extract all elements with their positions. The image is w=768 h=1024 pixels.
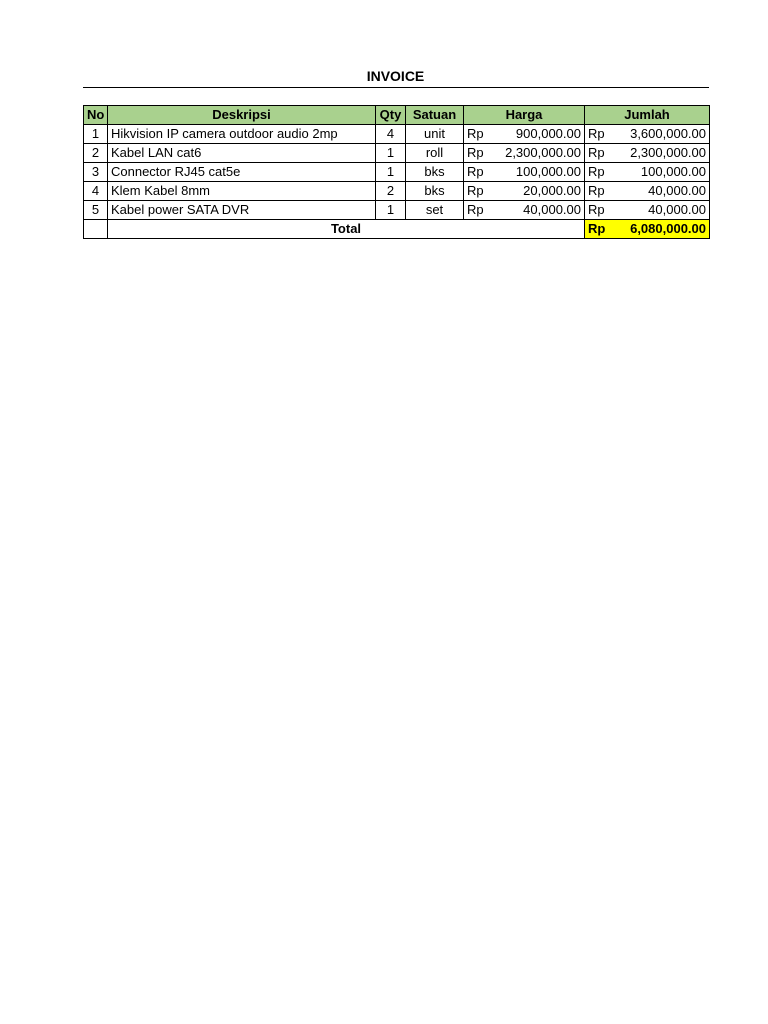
- price-currency: Rp: [467, 164, 484, 179]
- price-currency: Rp: [467, 145, 484, 160]
- header-unit: Satuan: [406, 106, 464, 125]
- table-row: [84, 163, 710, 182]
- amount-currency: Rp: [588, 183, 605, 198]
- price-value: 40,000.00: [523, 202, 581, 217]
- row-unit: bks: [406, 182, 464, 201]
- header-description: Deskripsi: [108, 106, 376, 125]
- row-unit: roll: [406, 144, 464, 163]
- row-unit: set: [406, 201, 464, 220]
- row-no: 4: [84, 182, 108, 201]
- table-row: [84, 201, 710, 220]
- total-label: Total: [108, 220, 585, 239]
- price-currency: Rp: [467, 126, 484, 141]
- row-amount: [585, 144, 710, 163]
- row-qty: 2: [376, 182, 406, 201]
- amount-currency: Rp: [588, 202, 605, 217]
- price-currency: Rp: [467, 202, 484, 217]
- row-description: Kabel LAN cat6: [108, 144, 376, 163]
- row-no: 2: [84, 144, 108, 163]
- row-qty: 4: [376, 125, 406, 144]
- price-value: 100,000.00: [515, 164, 581, 179]
- row-unit: unit: [406, 125, 464, 144]
- total-value: 6,080,000.00: [630, 221, 706, 236]
- row-description: Hikvision IP camera outdoor audio 2mp: [108, 125, 376, 144]
- amount-value: 3,600,000.00: [630, 126, 706, 141]
- row-amount: [585, 163, 710, 182]
- row-amount: [585, 125, 710, 144]
- row-price: [464, 201, 585, 220]
- row-qty: 1: [376, 163, 406, 182]
- amount-value: 40,000.00: [648, 183, 706, 198]
- row-price: [464, 144, 585, 163]
- header-price: Harga: [464, 106, 585, 125]
- table-row: [84, 144, 710, 163]
- header-qty: Qty: [376, 106, 406, 125]
- row-description: Kabel power SATA DVR: [108, 201, 376, 220]
- row-amount: [585, 182, 710, 201]
- table-row: [84, 125, 710, 144]
- amount-currency: Rp: [588, 126, 605, 141]
- title-underline: [83, 87, 709, 88]
- table-row: [84, 182, 710, 201]
- row-price: [464, 125, 585, 144]
- amount-value: 2,300,000.00: [630, 145, 706, 160]
- invoice-table: [83, 105, 710, 239]
- total-amount: [585, 220, 710, 239]
- row-description: Klem Kabel 8mm: [108, 182, 376, 201]
- row-price: [464, 163, 585, 182]
- amount-value: 40,000.00: [648, 202, 706, 217]
- row-no: 1: [84, 125, 108, 144]
- price-value: 20,000.00: [523, 183, 581, 198]
- table-header-row: [84, 106, 710, 125]
- amount-currency: Rp: [588, 145, 605, 160]
- invoice-title: INVOICE: [366, 68, 425, 84]
- total-currency: Rp: [588, 221, 606, 236]
- header-no: No: [84, 106, 108, 125]
- row-no: 5: [84, 201, 108, 220]
- total-row: [84, 220, 710, 239]
- row-unit: bks: [406, 163, 464, 182]
- row-price: [464, 182, 585, 201]
- price-value: 2,300,000.00: [505, 145, 581, 160]
- price-value: 900,000.00: [515, 126, 581, 141]
- row-qty: 1: [376, 144, 406, 163]
- row-amount: [585, 201, 710, 220]
- amount-currency: Rp: [588, 164, 605, 179]
- total-empty-cell: [84, 220, 108, 239]
- price-currency: Rp: [467, 183, 484, 198]
- amount-value: 100,000.00: [640, 164, 706, 179]
- row-description: Connector RJ45 cat5e: [108, 163, 376, 182]
- row-no: 3: [84, 163, 108, 182]
- row-qty: 1: [376, 201, 406, 220]
- header-amount: Jumlah: [585, 106, 710, 125]
